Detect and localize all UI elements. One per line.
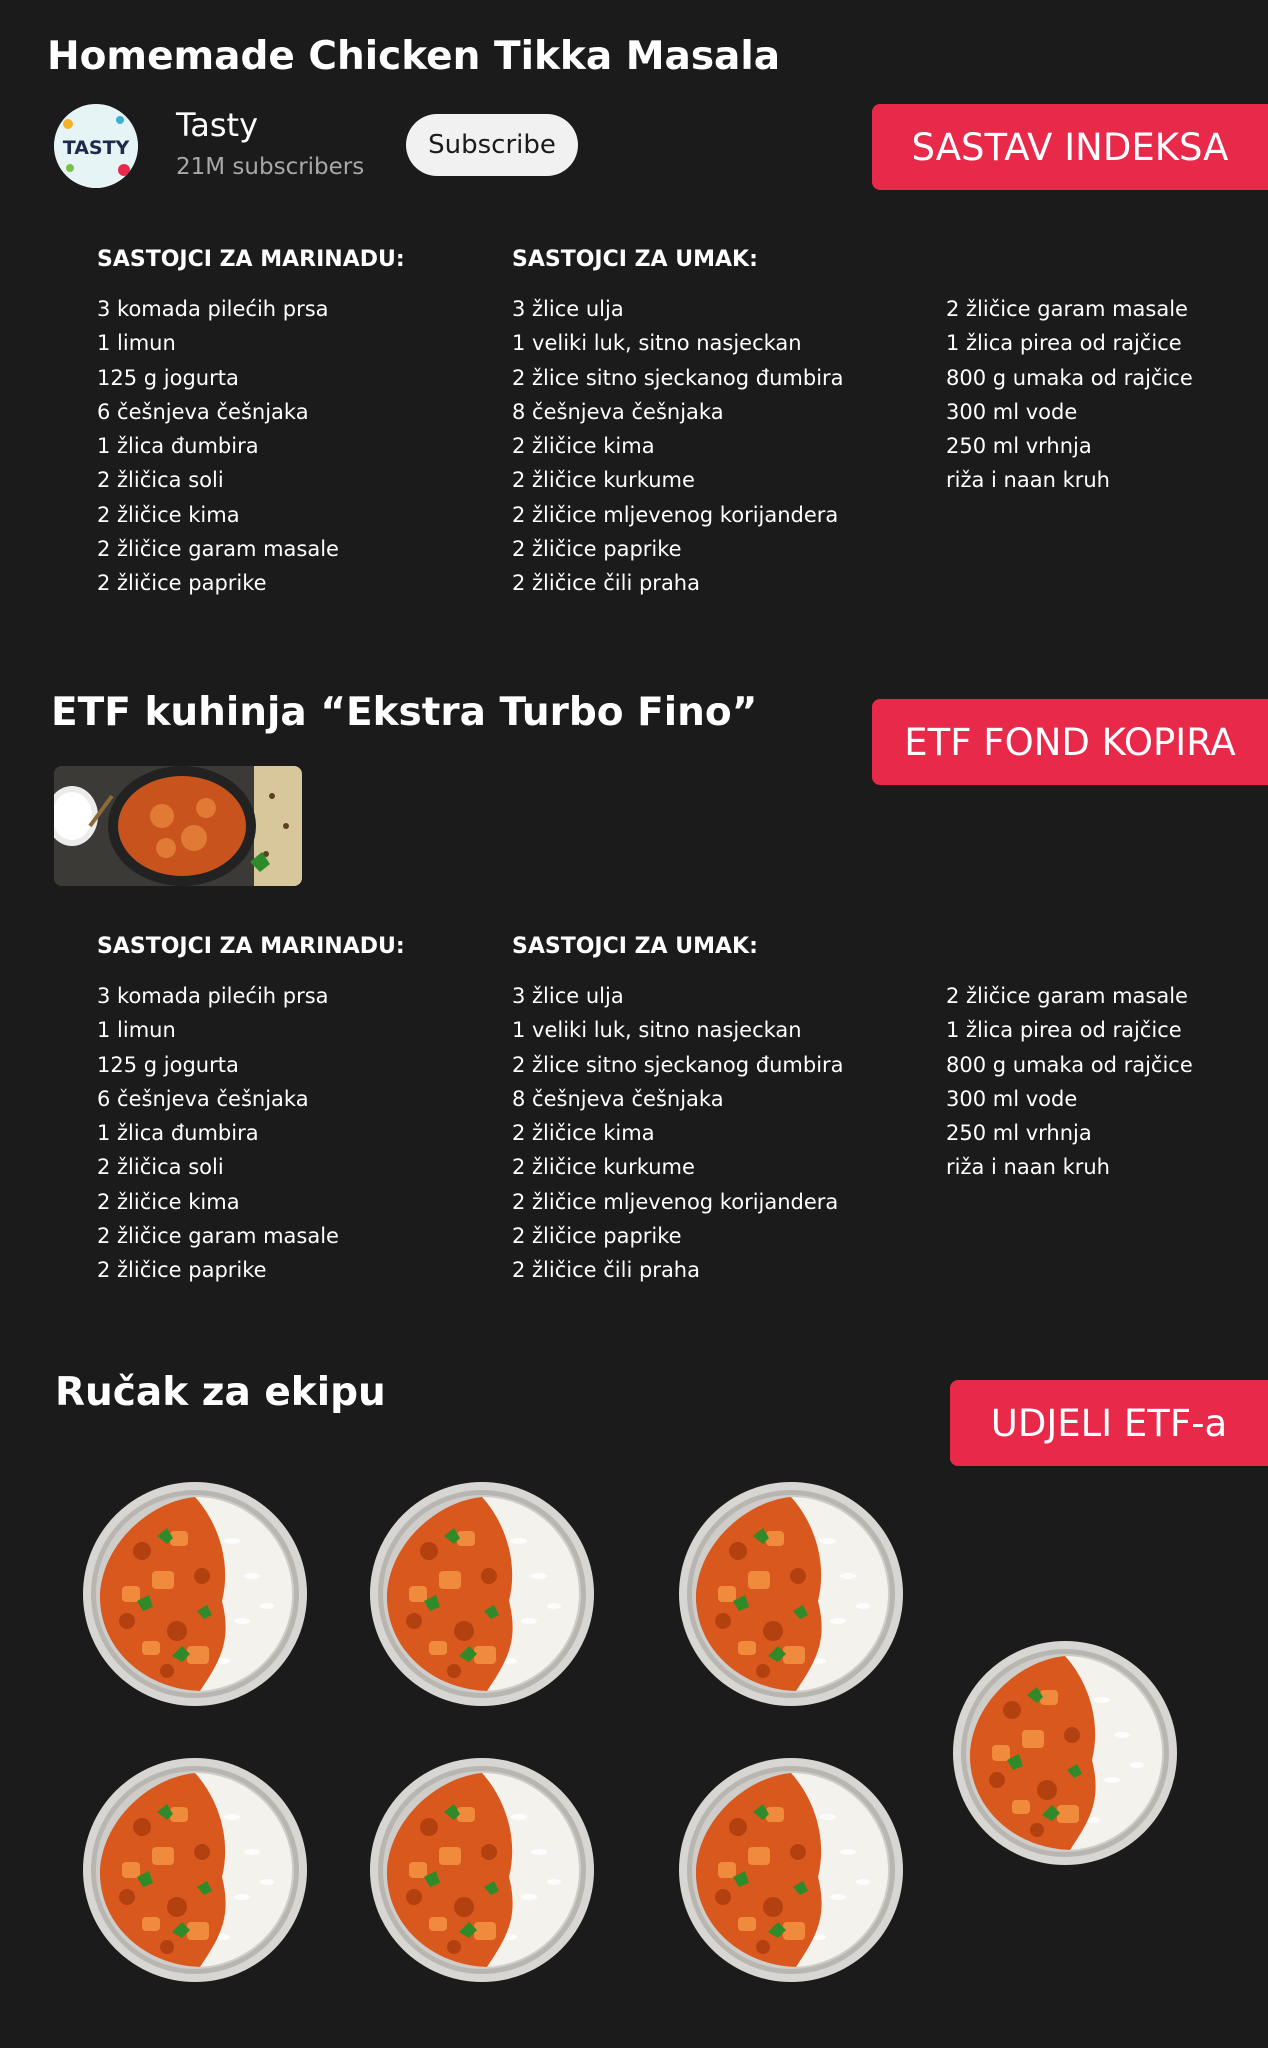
list-item: 1 veliki luk, sitno nasjeckan xyxy=(512,331,802,356)
tag-sastav-indeksa: SASTAV INDEKSA xyxy=(872,104,1268,190)
list-item: 250 ml vrhnja xyxy=(946,1121,1092,1146)
list-item: 2 žličice kurkume xyxy=(512,468,695,493)
subscribe-button[interactable]: Subscribe xyxy=(406,114,578,176)
list-item: 125 g jogurta xyxy=(97,365,239,390)
list-item: 1 žlica pirea od rajčice xyxy=(946,331,1182,356)
tikka-masala-bowl-icon xyxy=(952,1640,1178,1866)
list-item: 2 žličice garam masale xyxy=(97,537,339,562)
extra-column xyxy=(946,292,1266,498)
svg-text:TASTY: TASTY xyxy=(62,137,130,159)
list-item: 1 limun xyxy=(97,1018,176,1043)
list-item: 2 žlice sitno sjeckanog đumbira xyxy=(512,365,844,390)
list-item: 1 žlica đumbira xyxy=(97,1121,259,1146)
list-item: 2 žličice garam masale xyxy=(946,984,1188,1008)
list-item: 3 komada pilećih prsa xyxy=(97,984,329,1008)
sauce-heading: SASTOJCI ZA UMAK: xyxy=(512,247,758,272)
list-item: 250 ml vrhnja xyxy=(946,434,1092,459)
list-item: 2 žličice kurkume xyxy=(512,1155,695,1180)
list-item: 2 žličice garam masale xyxy=(946,297,1188,321)
marinade-column xyxy=(97,929,517,1288)
list-item: 800 g umaka od rajčice xyxy=(946,365,1193,390)
list-item: 3 komada pilećih prsa xyxy=(97,297,329,321)
tag-udjeli-etf: UDJELI ETF-a xyxy=(950,1380,1268,1466)
list-item: 6 češnjeva češnjaka xyxy=(97,399,309,424)
list-item: 800 g umaka od rajčice xyxy=(946,1052,1193,1077)
marinade-list xyxy=(97,979,517,1288)
list-item: 3 žlice ulja xyxy=(512,984,624,1008)
list-item: riža i naan kruh xyxy=(946,468,1110,493)
subscriber-count: 21M subscribers xyxy=(176,154,365,180)
list-item: 2 žličice kima xyxy=(97,1189,240,1214)
channel-name[interactable]: Tasty xyxy=(176,106,259,144)
list-item: 8 češnjeva češnjaka xyxy=(512,1086,724,1111)
list-item: 2 žličice paprike xyxy=(512,1224,682,1249)
list-item: 2 žličice čili praha xyxy=(512,571,700,596)
list-item: 3 žlice ulja xyxy=(512,297,624,321)
list-item: 2 žličice garam masale xyxy=(97,1224,339,1249)
list-item: 1 veliki luk, sitno nasjeckan xyxy=(512,1018,802,1043)
extra-list xyxy=(946,979,1266,1185)
list-item: 2 žličice paprike xyxy=(97,571,267,596)
list-item: 2 žličice paprike xyxy=(97,1258,267,1283)
list-item: 2 žličica soli xyxy=(97,1155,224,1180)
list-item: 2 žličice mljevenog korijandera xyxy=(512,1189,839,1214)
tag-etf-fond-kopira: ETF FOND KOPIRA xyxy=(872,699,1268,785)
marinade-list xyxy=(97,292,517,601)
tikka-masala-bowl-icon xyxy=(82,1757,308,1983)
list-item: 1 limun xyxy=(97,331,176,356)
marinade-column xyxy=(97,242,517,601)
list-item: 300 ml vode xyxy=(946,1086,1078,1111)
list-item: 125 g jogurta xyxy=(97,1052,239,1077)
list-item: 2 žličice čili praha xyxy=(512,1258,700,1283)
tikka-masala-bowl-icon xyxy=(369,1757,595,1983)
sauce-list xyxy=(512,979,932,1288)
extra-column xyxy=(946,979,1266,1185)
sauce-column xyxy=(512,929,932,1288)
tikka-masala-bowl-icon xyxy=(82,1481,308,1707)
marinade-heading: SASTOJCI ZA MARINADU: xyxy=(97,247,405,272)
list-item: 2 žličice kima xyxy=(97,502,240,527)
channel-avatar[interactable] xyxy=(54,104,138,188)
recipe-thumbnail[interactable] xyxy=(54,766,302,886)
sauce-list xyxy=(512,292,932,601)
list-item: 300 ml vode xyxy=(946,399,1078,424)
list-item: 2 žličice kima xyxy=(512,1121,655,1146)
marinade-heading: SASTOJCI ZA MARINADU: xyxy=(97,934,405,959)
tikka-masala-bowl-icon xyxy=(678,1757,904,1983)
list-item: 6 češnjeva češnjaka xyxy=(97,1086,309,1111)
tikka-masala-bowl-icon xyxy=(678,1481,904,1707)
list-item: 1 žlica pirea od rajčice xyxy=(946,1018,1182,1043)
list-item: 1 žlica đumbira xyxy=(97,434,259,459)
lunch-section-title: Ručak za ekipu xyxy=(55,1370,386,1415)
sauce-column xyxy=(512,242,932,601)
list-item: 2 žlice sitno sjeckanog đumbira xyxy=(512,1052,844,1077)
tasty-logo-icon xyxy=(54,104,138,188)
tikka-masala-bowl-icon xyxy=(369,1481,595,1707)
recipe-title: Homemade Chicken Tikka Masala xyxy=(47,34,781,79)
list-item: 2 žličice mljevenog korijandera xyxy=(512,502,839,527)
list-item: riža i naan kruh xyxy=(946,1155,1110,1180)
list-item: 8 češnjeva češnjaka xyxy=(512,399,724,424)
list-item: 2 žličice kima xyxy=(512,434,655,459)
sauce-heading: SASTOJCI ZA UMAK: xyxy=(512,934,758,959)
etf-section-title: ETF kuhinja “Ekstra Turbo Fino” xyxy=(51,690,758,735)
extra-list xyxy=(946,292,1266,498)
tikka-masala-thumbnail-icon xyxy=(54,766,302,886)
list-item: 2 žličica soli xyxy=(97,468,224,493)
list-item: 2 žličice paprike xyxy=(512,537,682,562)
